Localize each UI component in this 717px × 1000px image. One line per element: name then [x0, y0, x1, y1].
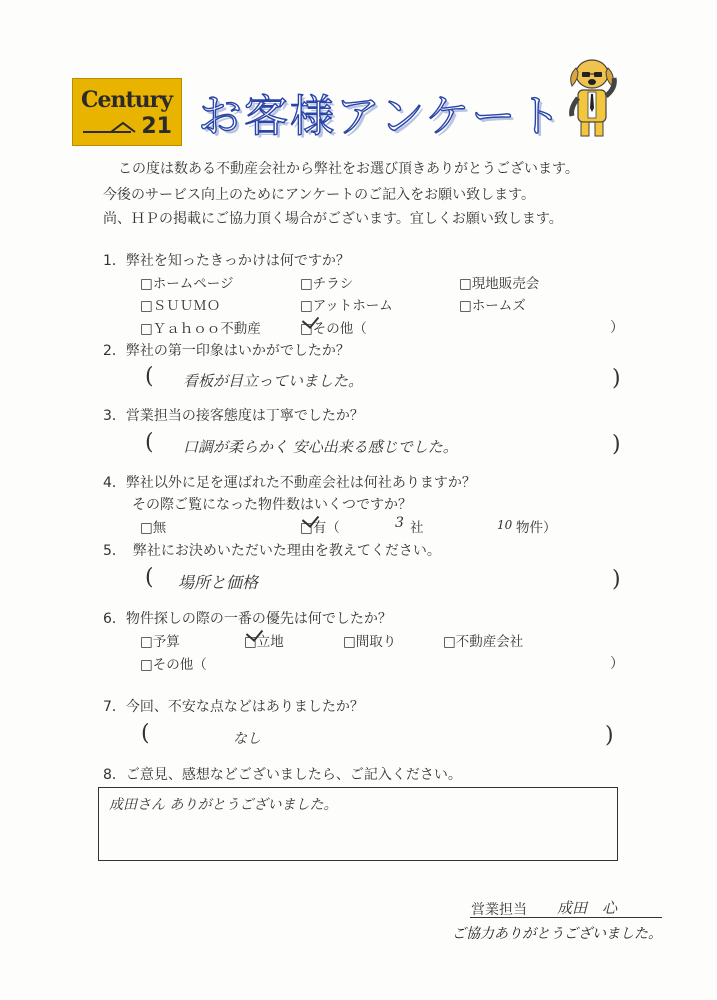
intro-line-2: 今後のサービス向上のためにアンケートのご記入をお願い致します。	[103, 187, 536, 203]
question-5: 5． 弊社にお決めいただいた理由を教えてください。	[103, 543, 441, 559]
question-6: 6．物件探しの際の一番の優先は何でしたか？	[103, 611, 392, 627]
dog-mascot-icon	[562, 56, 622, 140]
q1-option-yahoo[interactable]: □Ｙａｈｏｏ不動産	[140, 321, 261, 337]
q8-answer: 成田さん ありがとうございました。	[109, 797, 338, 813]
q6-option-floorplan[interactable]: □間取り	[343, 634, 397, 650]
question-8: 8．ご意見、感想などございましたら、ご記入ください。	[103, 767, 462, 783]
q1-other-close: ）	[610, 320, 624, 336]
staff-label: 営業担当	[471, 902, 527, 918]
q7-close-paren: )	[605, 723, 614, 748]
q3-open-paren: (	[145, 430, 154, 455]
staff-signature-line	[470, 917, 662, 918]
question-7: 7．今回、不安な点などはありましたか？	[103, 699, 364, 715]
question-4-line-2: その際ご覧になった物件数はいくつですか？	[132, 497, 412, 513]
q3-answer[interactable]: 口調が柔らかく 安心出来る感じでした。	[183, 438, 458, 456]
century21-logo	[72, 78, 182, 146]
q6-option-agency[interactable]: □不動産会社	[443, 634, 524, 650]
q1-option-athome[interactable]: □アットホーム	[300, 298, 393, 314]
q6-other-close: ）	[610, 656, 624, 672]
q6-option-budget[interactable]: □予算	[140, 634, 180, 650]
q5-answer[interactable]: 場所と価格	[178, 573, 259, 592]
q1-option-suumo[interactable]: □ＳＵＵＭＯ	[140, 298, 221, 314]
q4-option-none[interactable]: □無	[140, 520, 167, 536]
q7-open-paren: (	[141, 721, 150, 746]
question-2: 2．弊社の第一印象はいかがでしたか？	[103, 343, 350, 359]
q5-close-paren: )	[612, 567, 621, 592]
q4-properties-unit: 物件）	[516, 520, 557, 536]
intro-line-1: この度は数ある不動産会社から弊社をお選び頂きありがとうございます。	[118, 161, 579, 177]
q1-option-flyer[interactable]: □チラシ	[300, 276, 354, 292]
q1-option-other[interactable]: □その他（	[300, 321, 367, 337]
logo-word: Century	[81, 87, 173, 113]
staff-name: 成田 心	[557, 899, 618, 917]
logo-number: 21	[141, 114, 172, 139]
question-1: 1．弊社を知ったきっかけは何ですか？	[103, 253, 350, 269]
q5-open-paren: (	[145, 565, 154, 590]
q1-option-homes[interactable]: □ホームズ	[459, 298, 526, 314]
question-4-line-1: 4．弊社以外に足を運ばれた不動産会社は何社ありますか？	[103, 475, 476, 491]
q1-option-open-house[interactable]: □現地販売会	[459, 276, 540, 292]
comment-box[interactable]	[98, 787, 618, 861]
q4-option-yes[interactable]: □有（	[300, 520, 340, 536]
q6-option-location[interactable]: □立地	[244, 634, 284, 650]
q4-companies-count[interactable]: 3	[395, 515, 404, 531]
thanks-message: ご協力ありがとうございました。	[452, 926, 662, 942]
question-3: 3．営業担当の接客態度は丁寧でしたか？	[103, 408, 364, 424]
q6-option-other[interactable]: □その他（	[140, 657, 207, 673]
q3-close-paren: )	[612, 432, 621, 457]
q4-companies-unit: 社	[410, 520, 424, 536]
intro-line-3: 尚、ＨＰの掲載にご協力頂く場合がございます。宜しくお願い致します。	[103, 211, 563, 227]
page-title: お客様アンケート	[198, 91, 564, 142]
q1-option-homepage[interactable]: □ホームページ	[140, 276, 234, 292]
q4-properties-count[interactable]: 10	[497, 518, 513, 532]
q2-close-paren: )	[612, 366, 621, 391]
q2-open-paren: (	[145, 364, 154, 389]
q2-answer[interactable]: 看板が目立っていました。	[183, 372, 364, 390]
q7-answer[interactable]: なし	[233, 731, 261, 747]
